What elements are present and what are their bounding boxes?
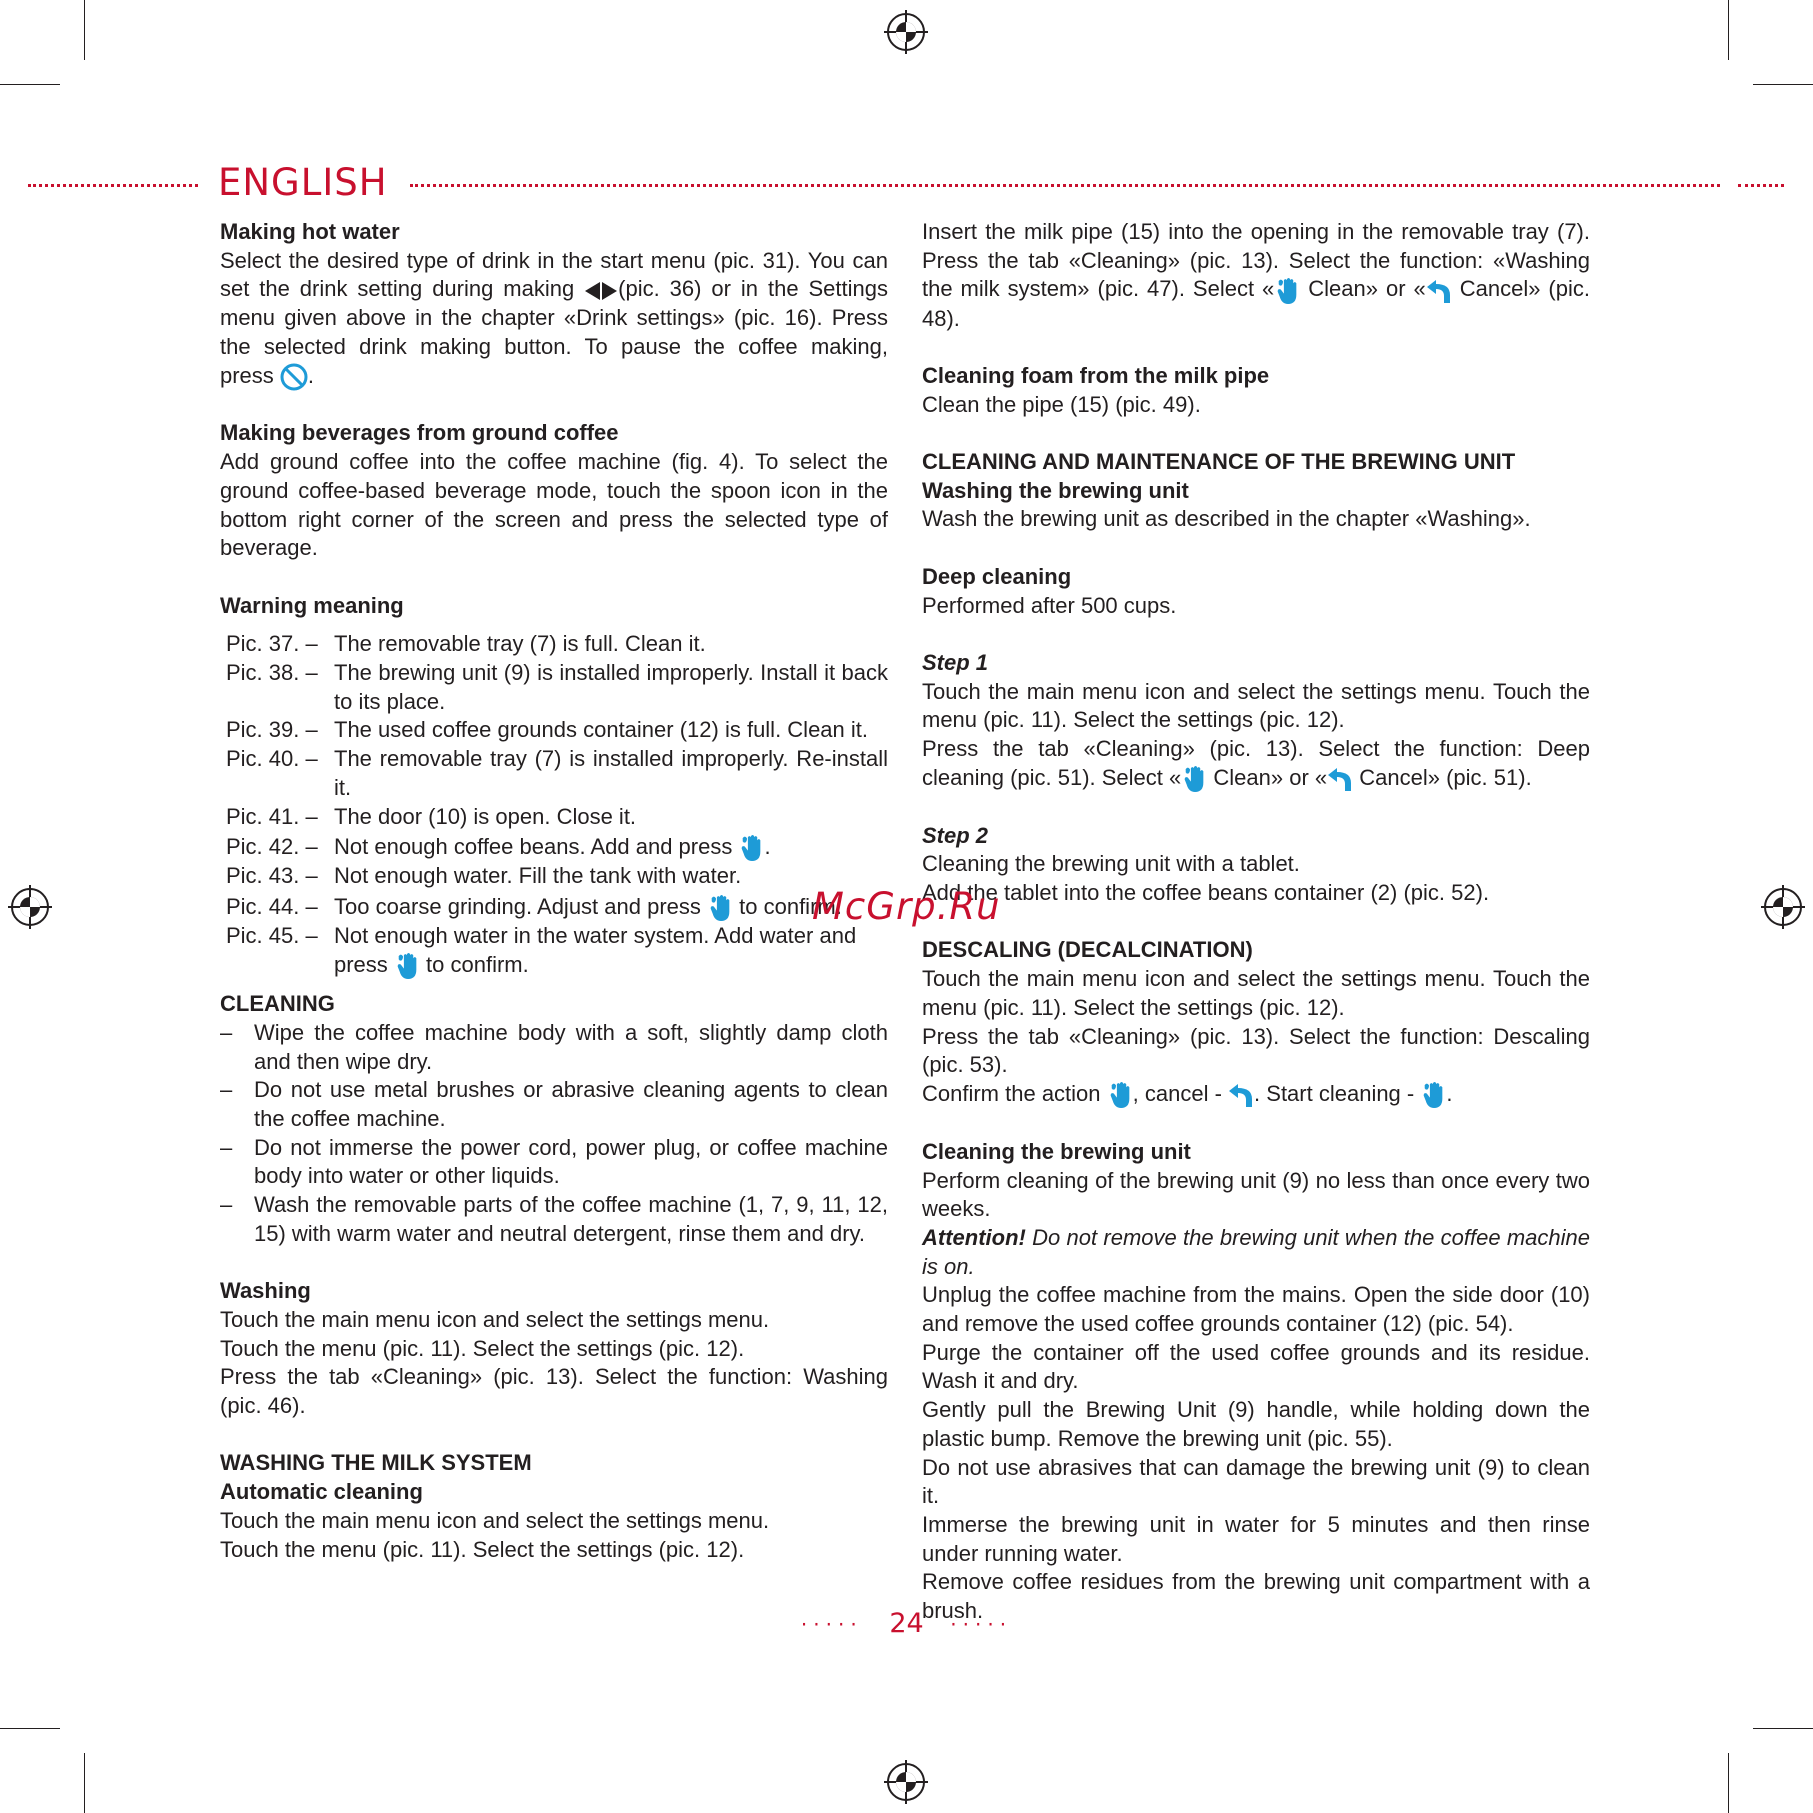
- section-subtitle: Washing the brewing unit: [922, 477, 1189, 503]
- bullet-item: – Do not use metal brushes or abrasive cleaning agents to clean the coffee machine.: [220, 1077, 888, 1131]
- paragraph: Touch the main menu icon and select the settings menu.: [220, 1507, 770, 1533]
- warning-item: Pic. 38. – The brewing unit (9) is installed improperly. Install it back to its place.: [226, 660, 888, 714]
- paragraph: Do not use abrasives that can damage the brewing unit (9) to clean it.: [922, 1454, 1590, 1509]
- paragraph: Press the tab «Cleaning» (pic. 13). Select the function: Washing (pic. 46).: [220, 1364, 888, 1419]
- hand-ok-icon: [1107, 1081, 1133, 1109]
- crop-mark: [1728, 1753, 1729, 1813]
- section-title: CLEANING: [220, 991, 335, 1017]
- attention-note: Attention! Do not remove the brewing unit when the coffee machine is on.: [922, 1224, 1590, 1279]
- hand-ok-icon: [1181, 765, 1207, 793]
- language-title: ENGLISH: [218, 161, 388, 204]
- warning-item: Pic. 41. – The door (10) is open. Close it.: [226, 803, 637, 829]
- warning-item: Pic. 43. – Not enough water. Fill the tank with water.: [226, 863, 742, 889]
- paragraph: Gently pull the Brewing Unit (9) handle, while holding down the plastic bump. Remove the brewing unit (pic. 55).: [922, 1397, 1590, 1451]
- section-title: Making beverages from ground coffee: [220, 420, 619, 446]
- paragraph: Touch the main menu icon and select the settings menu. Touch the menu (pic. 11). Select the settings (pic. 12).: [922, 678, 1590, 733]
- dotted-rule: [1738, 184, 1784, 187]
- section-title: Deep cleaning: [922, 563, 1072, 589]
- paragraph: Press the tab «Cleaning» (pic. 13). Select the function: Deep cleaning (pic. 51). Select « Clean» or « Cancel» (pic. 51).: [922, 735, 1590, 793]
- left-column: [220, 218, 888, 1564]
- undo-arrow-icon: [1327, 766, 1353, 792]
- paragraph: Touch the menu (pic. 11). Select the settings (pic. 12).: [220, 1536, 745, 1562]
- paragraph: Wash the brewing unit as described in the chapter «Washing».: [922, 506, 1531, 532]
- paragraph: Cleaning the brewing unit with a tablet.: [922, 851, 1300, 877]
- crop-mark: [1753, 1728, 1813, 1729]
- bullet-item: – Wash the removable parts of the coffee machine (1, 7, 9, 11, 12, 15) with warm water and neutral detergent, rinse them and dry.: [220, 1192, 888, 1246]
- page-number: 24: [889, 1608, 924, 1639]
- page-footer: [0, 1608, 1813, 1639]
- paragraph: Touch the main menu icon and select the settings menu. Touch the menu (pic. 11). Select the settings (pic. 12).: [922, 966, 1590, 1020]
- step-title: Step 2: [922, 822, 989, 848]
- warning-item: Pic. 40. – The removable tray (7) is installed improperly. Re-install it.: [226, 746, 888, 800]
- section-title: WASHING THE MILK SYSTEM: [220, 1450, 532, 1476]
- paragraph: Remove coffee residues from the brewing unit compartment with a brush.: [922, 1569, 1590, 1624]
- paragraph: Performed after 500 cups.: [922, 592, 1177, 618]
- section-title: Warning meaning: [220, 592, 404, 618]
- section-title: Washing: [220, 1278, 311, 1304]
- dotted-rule: [28, 184, 198, 187]
- registration-mark-icon: [8, 885, 52, 929]
- registration-mark-icon: [1761, 885, 1805, 929]
- crop-mark: [84, 0, 85, 60]
- section-subtitle: Automatic cleaning: [220, 1479, 423, 1505]
- undo-arrow-icon: [1228, 1082, 1254, 1108]
- paragraph: Unplug the coffee machine from the mains. Open the side door (10) and remove the used coffee grounds container (12) (pic. 54).: [922, 1282, 1590, 1337]
- section-title: Making hot water: [220, 219, 400, 244]
- step-title: Step 1: [922, 649, 989, 675]
- hand-ok-icon: [394, 952, 420, 980]
- crop-mark: [1753, 84, 1813, 85]
- warning-item: Pic. 45. – Not enough water in the water system. Add water and press to confirm.: [220, 922, 888, 980]
- paragraph: Touch the menu (pic. 11). Select the settings (pic. 12).: [220, 1335, 745, 1361]
- hand-ok-icon: [1274, 277, 1300, 305]
- warning-item: Pic. 39. – The used coffee grounds container (12) is full. Clean it.: [226, 717, 869, 743]
- warning-item: Pic. 37. – The removable tray (7) is full. Clean it.: [226, 631, 706, 657]
- paragraph: Clean the pipe (15) (pic. 49).: [922, 391, 1201, 417]
- registration-mark-icon: [884, 1760, 928, 1804]
- left-right-arrows-icon: [584, 280, 618, 302]
- paragraph: Select the desired type of drink in the start menu (pic. 31). You can set the drink setting during making (pic. 36) or in the Settings menu given above in the chapter «Drink settings» (pic. 16). Press the selected drink making button. To pause the coffee making, press .: [220, 247, 888, 391]
- registration-mark-icon: [884, 10, 928, 54]
- section-title: Cleaning the brewing unit: [922, 1138, 1191, 1164]
- section-header: [0, 160, 1813, 206]
- hand-ok-icon: [707, 894, 733, 922]
- paragraph: Confirm the action , cancel - . Start cleaning - .: [922, 1080, 1590, 1109]
- paragraph: Add the tablet into the coffee beans container (2) (pic. 52).: [922, 880, 1490, 906]
- dotted-rule: ·····: [800, 1612, 863, 1637]
- paragraph: Purge the container off the used coffee grounds and its residue. Wash it and dry.: [922, 1339, 1590, 1394]
- dotted-rule: ·····: [950, 1612, 1013, 1637]
- section-title: Cleaning foam from the milk pipe: [922, 362, 1270, 388]
- crop-mark: [0, 84, 60, 85]
- warning-item: Pic. 44. – Too coarse grinding. Adjust and press to confirm.: [220, 893, 888, 922]
- crop-mark: [0, 1728, 60, 1729]
- stop-icon: [280, 363, 308, 391]
- bullet-item: – Wipe the coffee machine body with a soft, slightly damp cloth and then wipe dry.: [220, 1019, 888, 1074]
- right-column: [922, 218, 1590, 1626]
- watermark: McGrp.Ru: [812, 885, 1001, 928]
- paragraph: Add ground coffee into the coffee machine (fig. 4). To select the ground coffee-based beverage mode, touch the spoon icon in the bottom right corner of the screen and press the selected type of beverage.: [220, 449, 888, 561]
- paragraph: Perform cleaning of the brewing unit (9) no less than once every two weeks.: [922, 1167, 1590, 1222]
- paragraph: Insert the milk pipe (15) into the opening in the removable tray (7). Press the tab «Cleaning» (pic. 13). Select the function: «Washing the milk system» (pic. 47). Select « Clean» or « Cancel» (pic. 48).: [922, 219, 1590, 331]
- warning-item: Pic. 42. – Not enough coffee beans. Add and press .: [220, 833, 888, 862]
- hand-ok-icon: [738, 834, 764, 862]
- paragraph: Immerse the brewing unit in water for 5 minutes and then rinse under running water.: [922, 1511, 1590, 1566]
- section-title: CLEANING AND MAINTENANCE OF THE BREWING UNIT: [922, 449, 1516, 475]
- hand-ok-icon: [1420, 1081, 1446, 1109]
- bullet-item: – Do not immerse the power cord, power plug, or coffee machine body into water or other liquids.: [220, 1134, 888, 1189]
- paragraph: Touch the main menu icon and select the settings menu.: [220, 1306, 770, 1332]
- crop-mark: [1728, 0, 1729, 60]
- crop-mark: [84, 1753, 85, 1813]
- dotted-rule: [410, 184, 1720, 187]
- paragraph: Press the tab «Cleaning» (pic. 13). Select the function: Descaling (pic. 53).: [922, 1023, 1590, 1078]
- section-title: DESCALING (DECALCINATION): [922, 937, 1253, 963]
- undo-arrow-icon: [1426, 278, 1452, 304]
